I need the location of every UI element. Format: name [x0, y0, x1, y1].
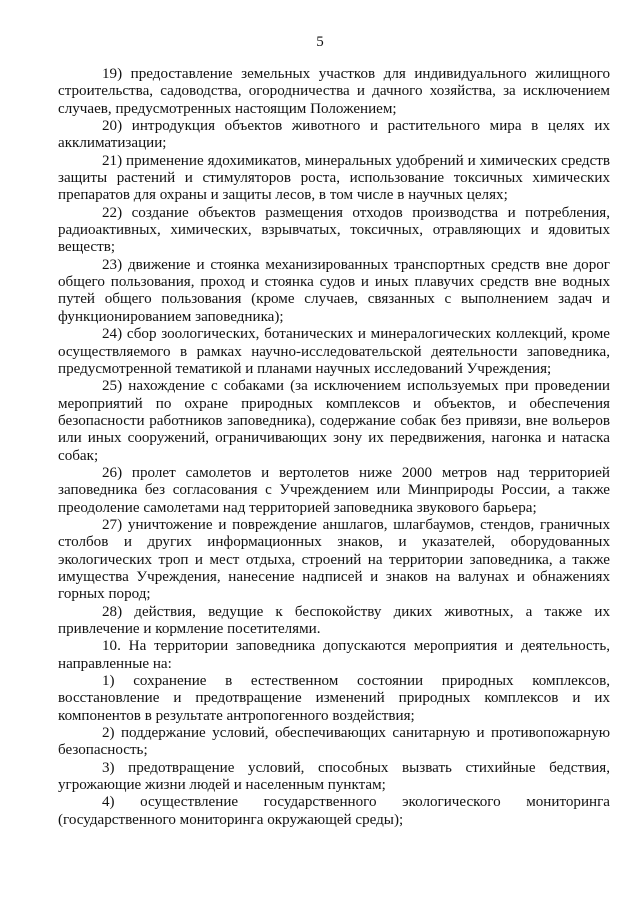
paragraph-item-22: 22) создание объектов размещения отходов производства и потребления, радиоактивных, химических, взрывчатых, токсичных, отравляющих и ядовитых веществ;: [58, 204, 610, 256]
paragraph-item-27: 27) уничтожение и повреждение аншлагов, шлагбаумов, стендов, граничных столбов и других информационных знаков, и указателей, оборудованных экологических троп и мест отдыха, строений на территории заповедника, а также имущества Учреждения, нанесение надписей и знаков на валунах и обнажениях горных пород;: [58, 516, 610, 603]
paragraph-item-26: 26) пролет самолетов и вертолетов ниже 2000 метров над территорией заповедника без согласования с Учреждением или Минприроды России, а также преодоление самолетами над территорией заповедника звукового барьера;: [58, 464, 610, 516]
page-number: 5: [316, 34, 324, 50]
allowed-item-2: 2) поддержание условий, обеспечивающих санитарную и противопожарную безопасность;: [58, 725, 610, 759]
paragraph-item-24: 24) сбор зоологических, ботанических и минералогических коллекций, кроме осуществляемого в рамках научно-исследовательской деятельности заповедника, предусмотренной тематикой и планами научных исследований Учреждения;: [58, 326, 610, 377]
section-10-heading: 10. На территории заповедника допускаются мероприятия и деятельность, направленные на:: [58, 638, 610, 672]
paragraph-item-19: 19) предоставление земельных участков для индивидуального жилищного строительства, садоводства, огородничества и дачного хозяйства, за исключением случаев, предусмотренных настоящим Положением;: [58, 66, 610, 117]
allowed-item-1: 1) сохранение в естественном состоянии природных комплексов, восстановление и предотвращение изменений природных комплексов и их компонентов в результате антропогенного воздействия;: [58, 673, 610, 724]
allowed-item-4: 4) осуществление государственного экологического мониторинга (государственного мониторинга окружающей среды);: [58, 794, 610, 828]
document-body: [58, 66, 610, 829]
paragraph-item-25: 25) нахождение с собаками (за исключением используемых при проведении мероприятий по охране природных комплексов и объектов, и обеспечения безопасности работников заповедника), содержание собак без привязи, вне вольеров или иных сооружений, ограничивающих зону их передвижения, нагонка и натаска собак;: [58, 378, 610, 464]
paragraph-item-21: 21) применение ядохимикатов, минеральных удобрений и химических средств защиты растений и стимуляторов роста, использование токсичных химических препаратов для охраны и защиты лесов, в том числе в научных целях;: [58, 152, 610, 204]
allowed-item-3: 3) предотвращение условий, способных вызвать стихийные бедствия, угрожающие жизни людей и населенным пунктам;: [58, 759, 610, 794]
paragraph-item-20: 20) интродукция объектов животного и растительного мира в целях их акклиматизации;: [58, 118, 610, 152]
paragraph-item-23: 23) движение и стоянка механизированных транспортных средств вне дорог общего пользования, проход и стоянка судов и иных плавучих средств вне водных путей общего пользования (кроме случаев, связанных с выполнением задач и функционированием заповедника);: [58, 256, 610, 325]
paragraph-item-28: 28) действия, ведущие к беспокойству диких животных, а также их привлечение и кормление посетителями.: [58, 603, 610, 637]
